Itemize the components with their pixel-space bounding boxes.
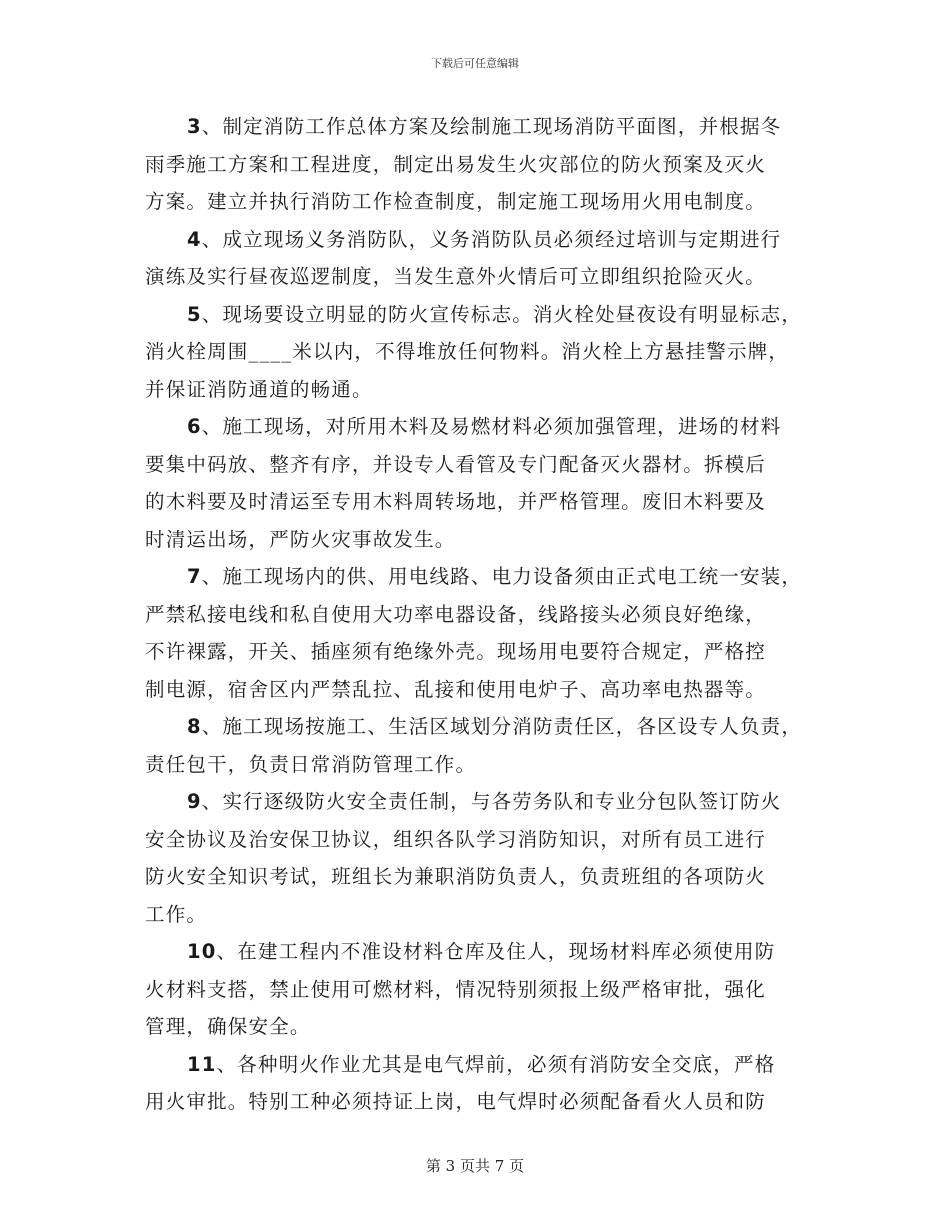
page-header: 下载后可任意编辑 (431, 57, 519, 70)
paragraph-item (145, 558, 810, 708)
line-text: 方案。建立并执行消防工作检查制度，制定施工现场用火用电制度。 (145, 190, 767, 213)
text-line (145, 183, 810, 221)
text-line (145, 446, 810, 484)
line-text: 雨季施工方案和工程进度，制定出易发生火灾部位的防火预案及灭火 (145, 152, 767, 176)
text-line (145, 296, 810, 334)
text-line (145, 333, 810, 371)
text-line (145, 858, 810, 896)
text-line (145, 1083, 810, 1121)
item-number: 4 (187, 227, 202, 251)
text-line (145, 708, 810, 746)
text-line (145, 633, 810, 671)
line-text: 不许裸露，开关、插座须有绝缘外壳。现场用电要符合规定，严格控 (145, 640, 767, 663)
item-number: 10 (187, 940, 217, 963)
text-line (145, 596, 810, 634)
line-text: 、施工现场按施工、生活区域划分消防责任区，各区设专人负责， (201, 715, 803, 738)
line-text: 火材料支搭，禁止使用可燃材料，情况特别须报上级严格审批，强化 (145, 977, 767, 1001)
paragraph-item (145, 933, 810, 1046)
line-text: 管理，确保安全。 (145, 1015, 311, 1038)
text-line (145, 146, 810, 184)
text-line (145, 1046, 810, 1084)
item-number: 6 (187, 415, 202, 438)
line-text: 、实行逐级防火安全责任制，与各劳务队和专业分包队签订防火 (201, 790, 782, 813)
text-line (145, 108, 810, 146)
line-text: 、制定消防工作总体方案及绘制施工现场消防平面图，并根据冬 (201, 115, 782, 138)
text-line (145, 371, 810, 409)
text-line (145, 408, 810, 446)
document-body (145, 108, 810, 1121)
paragraph-item (145, 1046, 810, 1121)
line-text: 时清运出场，严防火灾事故发生。 (145, 527, 456, 551)
text-line (145, 558, 810, 596)
line-text: 、施工现场，对所用木料及易燃材料必须加强管理，进场的材料 (201, 415, 782, 438)
line-text: 制电源，宿舍区内严禁乱拉、乱接和使用电炉子、高功率电热器等。 (145, 677, 767, 701)
line-text: 严禁私接电线和私自使用大功率电器设备，线路接头必须良好绝缘， (145, 602, 767, 626)
page-footer: 第 3 页共 7 页 (425, 1157, 525, 1175)
paragraph-item (145, 108, 810, 221)
line-text: 安全协议及治安保卫协议，组织各队学习消防知识，对所有员工进行 (145, 827, 767, 851)
text-line (145, 821, 810, 859)
item-number: 5 (187, 302, 202, 326)
text-line (145, 671, 810, 709)
line-text: 的木料要及时清运至专用木料周转场地，并严格管理。废旧木料要及 (145, 490, 767, 513)
line-text: 工作。 (145, 902, 208, 926)
line-text: 、成立现场义务消防队，义务消防队员必须经过培训与定期进行 (201, 227, 782, 251)
text-line (145, 258, 810, 296)
text-line (145, 896, 810, 934)
paragraph-item (145, 708, 810, 783)
paragraph-item (145, 783, 810, 933)
text-line (145, 221, 810, 259)
line-text: 用火审批。特别工种必须持证上岗，电气焊时必须配备看火人员和防 (145, 1090, 767, 1113)
text-line (145, 746, 810, 784)
text-line (145, 783, 810, 821)
line-text: 、现场要设立明显的防火宣传标志。消火栓处昼夜设有明显标志， (201, 302, 803, 326)
line-text: 并保证消防通道的畅通。 (145, 377, 373, 401)
text-line (145, 483, 810, 521)
text-line (145, 971, 810, 1009)
paragraph-item (145, 221, 810, 296)
item-number: 11 (187, 1052, 217, 1076)
line-text: 防火安全知识考试，班组长为兼职消防负责人，负责班组的各项防火 (145, 865, 767, 888)
text-line (145, 521, 810, 559)
text-line (145, 933, 810, 971)
paragraph-item (145, 296, 810, 409)
text-line (145, 1008, 810, 1046)
item-number: 3 (187, 115, 202, 138)
item-number: 7 (187, 565, 202, 588)
line-text: 、施工现场内的供、用电线路、电力设备须由正式电工统一安装， (201, 565, 803, 588)
line-text: 、各种明火作业尤其是电气焊前，必须有消防安全交底，严格 (216, 1052, 776, 1076)
line-text: 消火栓周围____米以内，不得堆放任何物料。消火栓上方悬挂警示牌， (145, 340, 790, 363)
line-text: 责任包干，负责日常消防管理工作。 (145, 752, 477, 776)
line-text: 演练及实行昼夜巡逻制度，当发生意外火情后可立即组织抢险灭火。 (145, 265, 767, 288)
paragraph-item (145, 408, 810, 558)
line-text: 要集中码放、整齐有序，并设专人看管及专门配备灭火器材。拆模后 (145, 452, 767, 476)
item-number: 9 (187, 790, 202, 813)
line-text: 、在建工程内不准设材料仓库及住人，现场材料库必须使用防 (216, 940, 776, 963)
item-number: 8 (187, 715, 202, 738)
